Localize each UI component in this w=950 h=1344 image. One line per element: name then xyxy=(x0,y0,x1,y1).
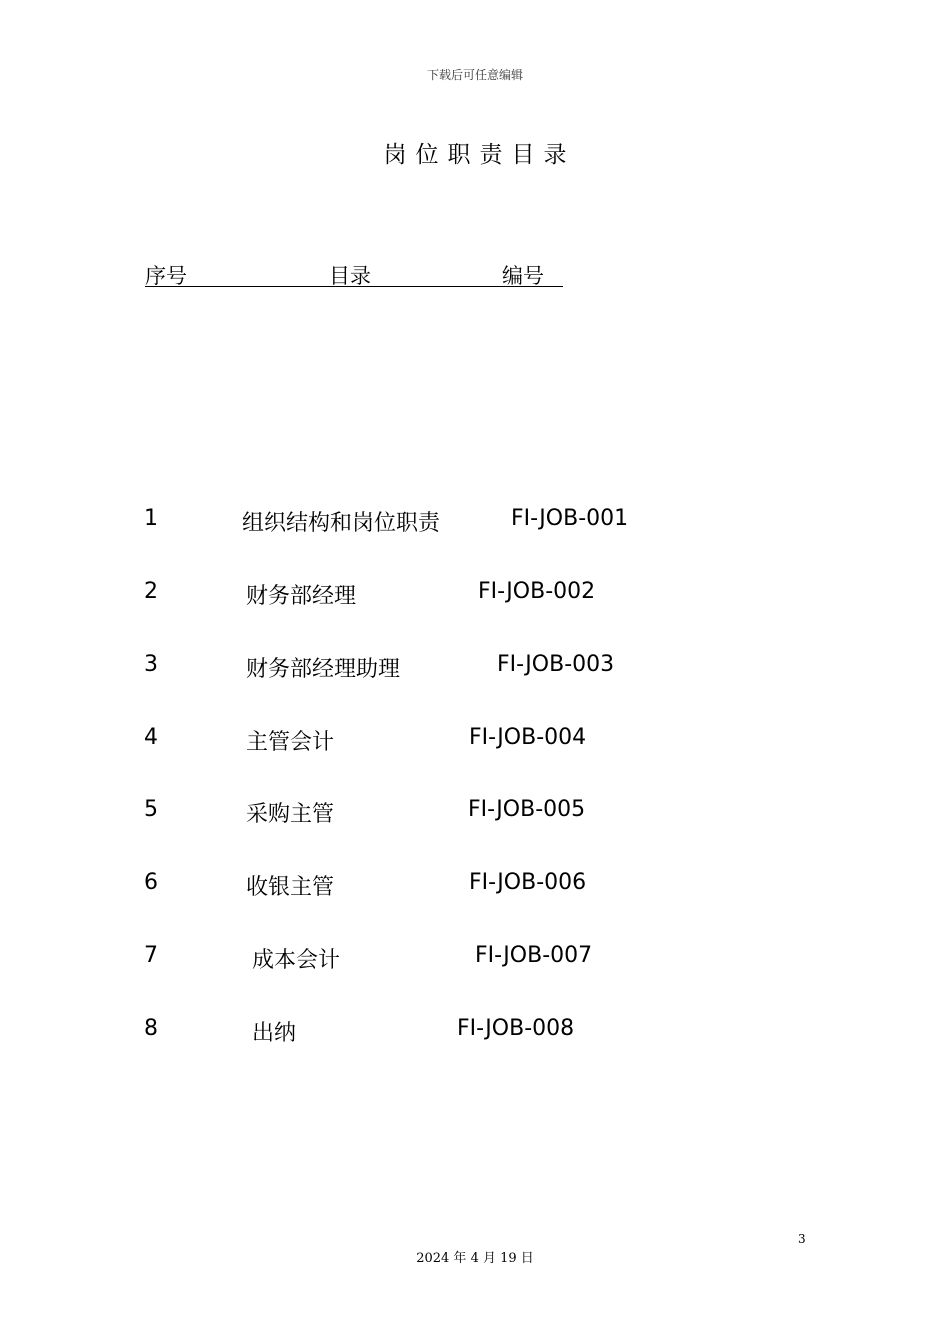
footer-date: 2024 年 4 月 19 日 xyxy=(416,1251,534,1266)
header-code: 编号 xyxy=(502,264,544,288)
row-title: 出纳 xyxy=(252,1021,297,1046)
row-code: FI-JOB-001 xyxy=(511,506,629,531)
row-code: FI-JOB-005 xyxy=(468,797,586,822)
row-seq: 3 xyxy=(144,652,158,677)
row-title: 采购主管 xyxy=(246,802,335,827)
list-item xyxy=(0,652,950,682)
row-seq: 2 xyxy=(144,579,158,604)
row-code: FI-JOB-002 xyxy=(478,579,596,604)
list-item xyxy=(0,870,950,900)
header-directory: 目录 xyxy=(329,264,371,288)
list-item xyxy=(0,1016,950,1046)
row-title: 组织结构和岗位职责 xyxy=(242,511,441,536)
list-item xyxy=(0,506,950,536)
list-item xyxy=(0,579,950,609)
row-title: 财务部经理 xyxy=(246,584,357,609)
row-title: 主管会计 xyxy=(246,730,335,755)
row-code: FI-JOB-003 xyxy=(497,652,615,677)
row-code: FI-JOB-008 xyxy=(457,1016,575,1041)
list-item xyxy=(0,943,950,973)
row-seq: 5 xyxy=(144,797,158,822)
row-code: FI-JOB-004 xyxy=(469,725,587,750)
row-title: 财务部经理助理 xyxy=(246,657,401,682)
row-seq: 7 xyxy=(144,943,158,968)
row-seq: 1 xyxy=(144,506,158,531)
list-item xyxy=(0,797,950,827)
row-seq: 6 xyxy=(144,870,158,895)
row-title: 收银主管 xyxy=(246,875,335,900)
list-item xyxy=(0,725,950,755)
row-code: FI-JOB-006 xyxy=(469,870,587,895)
table-header xyxy=(145,260,563,287)
row-seq: 4 xyxy=(144,725,158,750)
header-note: 下载后可任意编辑 xyxy=(426,68,523,82)
header-seq: 序号 xyxy=(145,264,187,288)
row-seq: 8 xyxy=(144,1016,158,1041)
row-title: 成本会计 xyxy=(252,948,341,973)
page-title: 岗位职责目录 xyxy=(383,142,576,168)
row-code: FI-JOB-007 xyxy=(475,943,593,968)
page-number: 3 xyxy=(798,1232,806,1246)
